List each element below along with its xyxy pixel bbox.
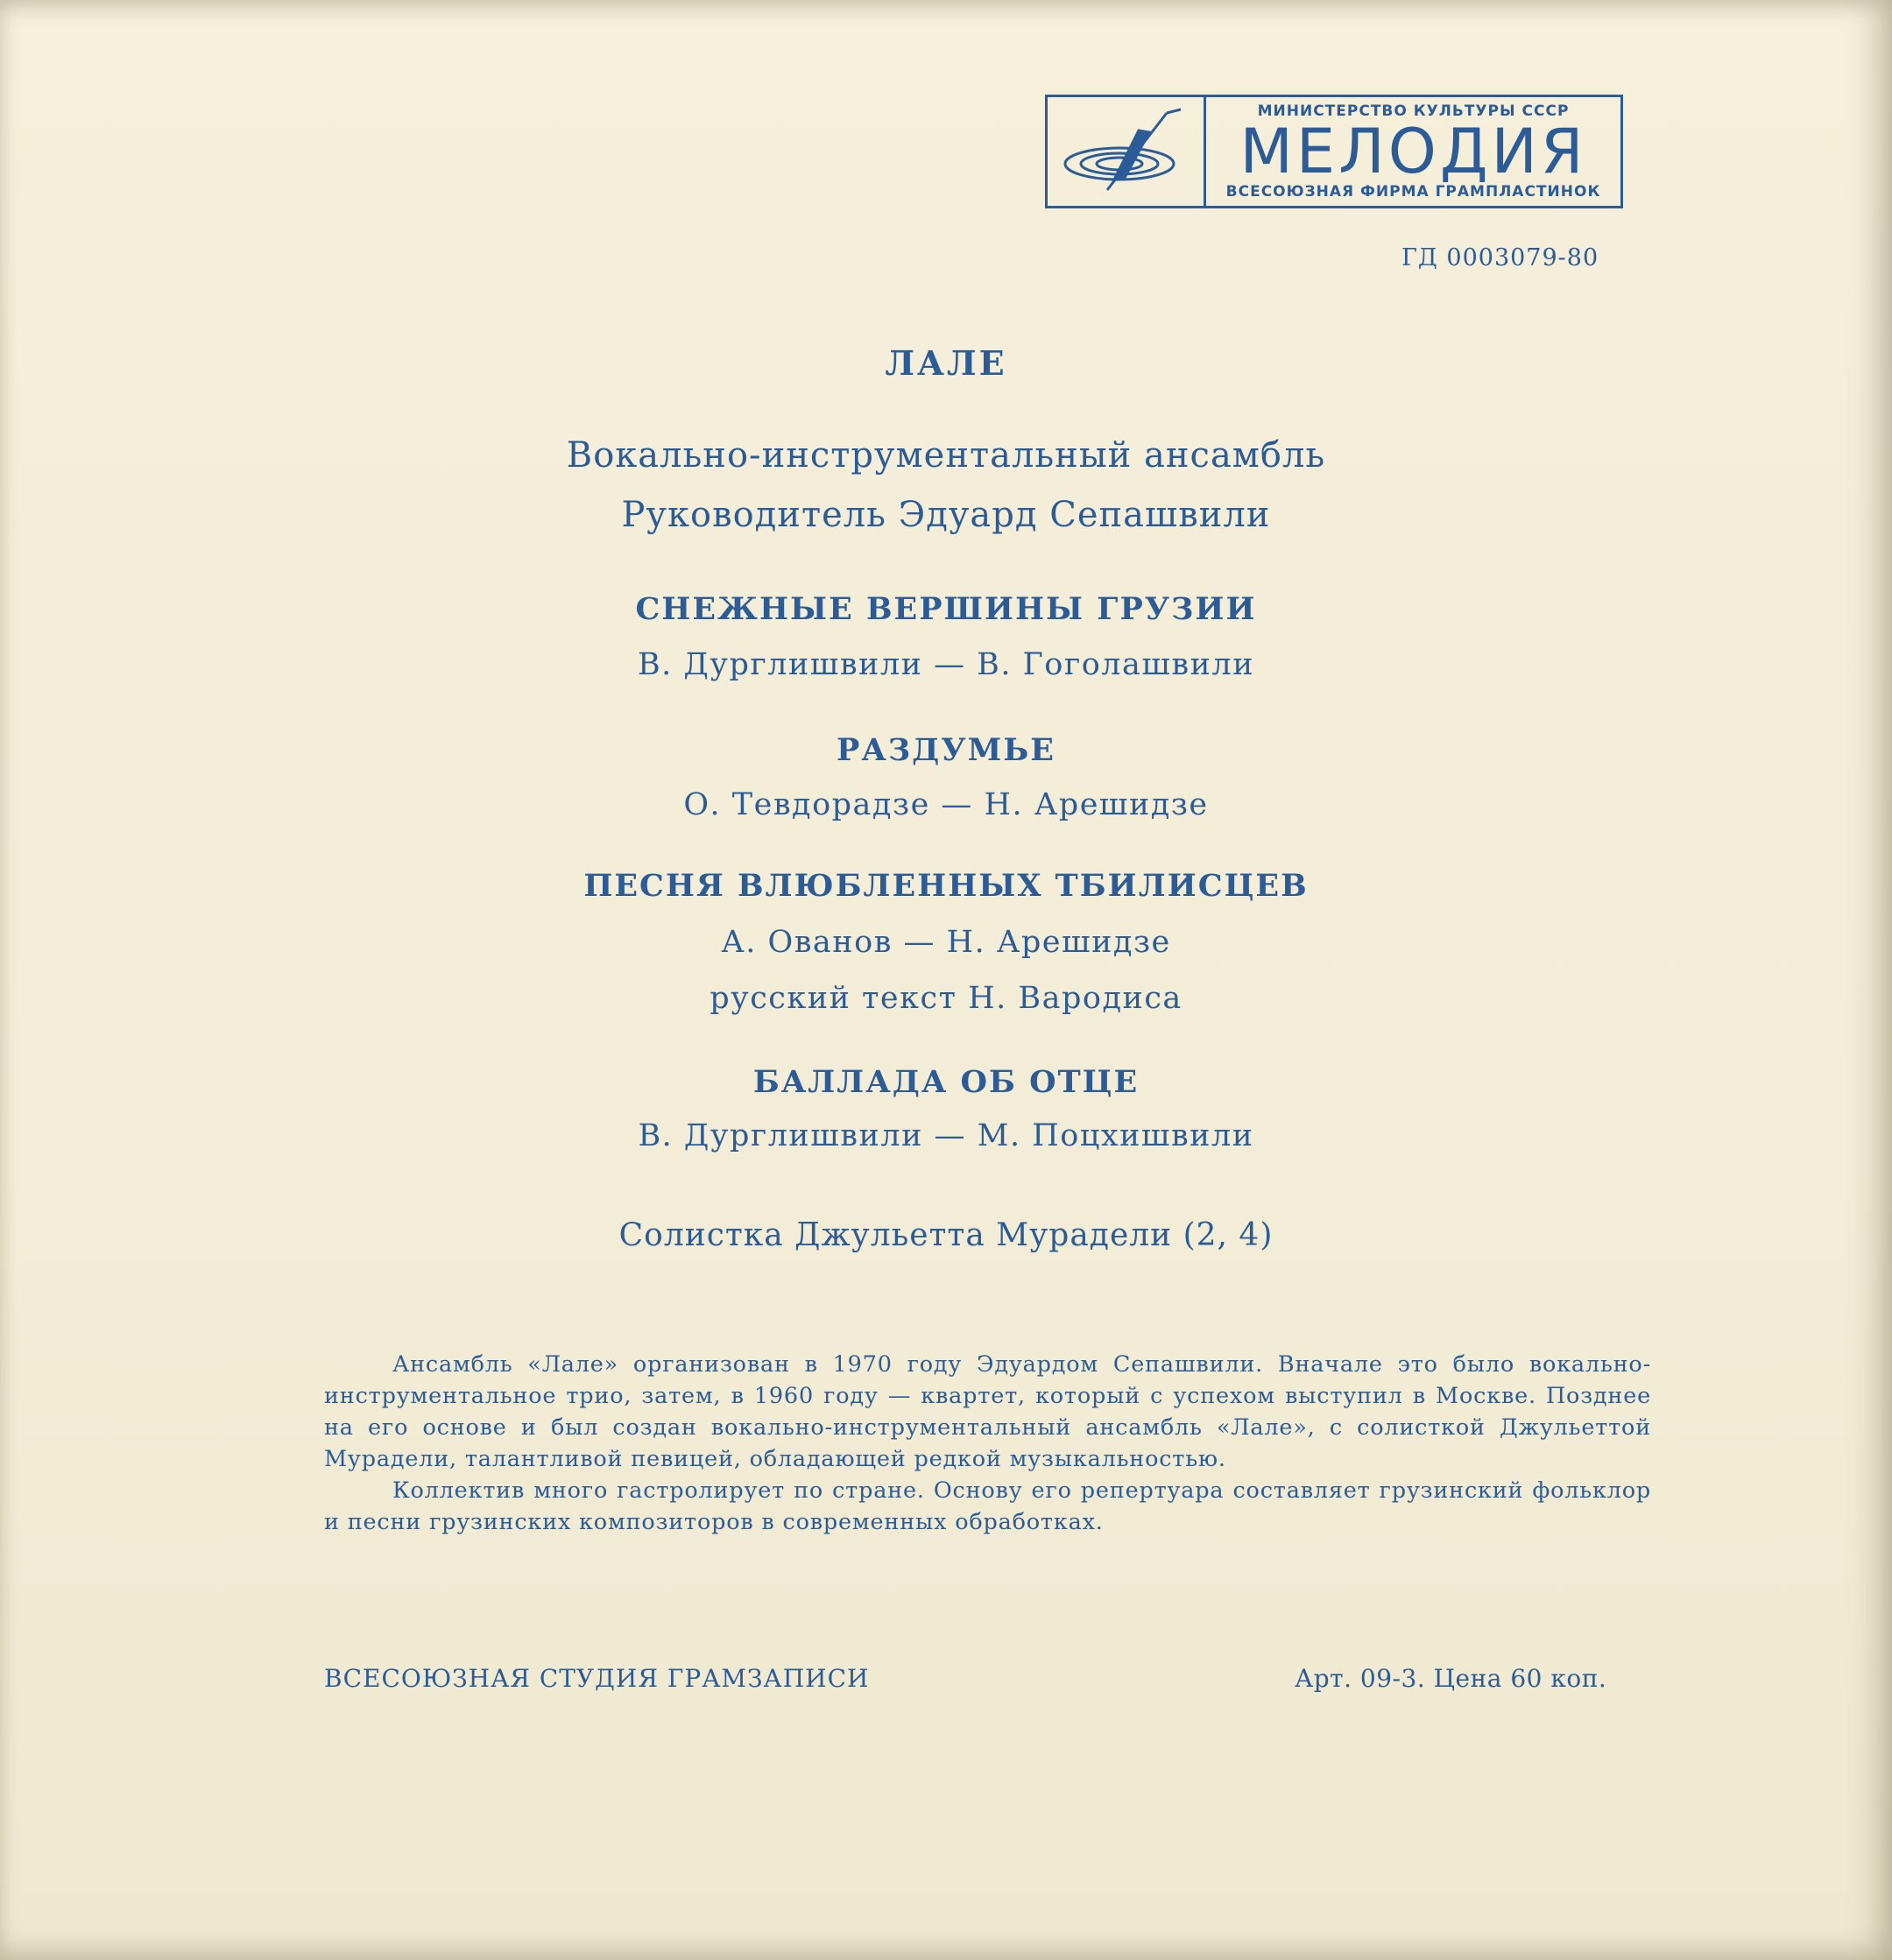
ensemble-history (324, 1349, 1651, 1538)
ensemble-description: Вокально-инструментальный ансамбль (566, 435, 1326, 476)
song-credits: В. Дурглишвили — В. Гоголашвили (637, 647, 1255, 682)
description-paragraph: Ансамбль «Лале» организован в 1970 году Эдуардом Сепашвили. Вначале это было вокально-инструментальное трио, затем, в 1960 году — квартет, который с успехом выступил в Москве. Позднее на его основе и был создан вокально-инструментальный ансамбль «Лале», с солисткой Джульеттой Мурадели, талантливой певицей, обладающей редкой музыкальностью. (324, 1351, 1651, 1472)
song-translation-credit: русский текст Н. Вародиса (710, 981, 1182, 1016)
melodiya-logo (1045, 95, 1623, 208)
logo-company-text: ВСЕСОЮЗНАЯ ФИРМА ГРАМПЛАСТИНОК (1225, 183, 1601, 201)
description-paragraph: Коллектив много гастролирует по стране. Основу его репертуара составляет грузинский фольклор и песни грузинских композиторов в современных обработках. (324, 1477, 1651, 1535)
logo-ministry-text: МИНИСТЕРСТВО КУЛЬТУРЫ СССР (1257, 102, 1570, 120)
soloist-note: Солистка Джульетта Мурадели (2, 4) (618, 1217, 1274, 1253)
melodiya-emblem-icon (1048, 97, 1206, 206)
song-credits: О. Тевдорадзе — Н. Арешидзе (683, 787, 1209, 822)
song-title: ПЕСНЯ ВЛЮБЛЕННЫХ ТБИЛИСЦЕВ (583, 868, 1309, 904)
catalog-number: ГД 0003079-80 (1401, 244, 1599, 271)
logo-text-block (1206, 97, 1620, 206)
song-credits: В. Дурглишвили — М. Поцхишвили (638, 1118, 1254, 1153)
song-title: РАЗДУМЬЕ (837, 732, 1055, 768)
ensemble-leader: Руководитель Эдуард Сепашвили (621, 495, 1271, 535)
song-title: СНЕЖНЫЕ ВЕРШИНЫ ГРУЗИИ (635, 591, 1257, 627)
song-title: БАЛЛАДА ОБ ОТЦЕ (752, 1064, 1140, 1100)
logo-brand-name: МЕЛОДИЯ (1239, 116, 1587, 187)
studio-name: ВСЕСОЮЗНАЯ СТУДИЯ ГРАМЗАПИСИ (324, 1664, 870, 1693)
price-label: Арт. 09-3. Цена 60 коп. (1295, 1664, 1607, 1693)
song-credits: А. Ованов — Н. Арешидзе (721, 925, 1171, 960)
album-title: ЛАЛЕ (885, 343, 1007, 383)
